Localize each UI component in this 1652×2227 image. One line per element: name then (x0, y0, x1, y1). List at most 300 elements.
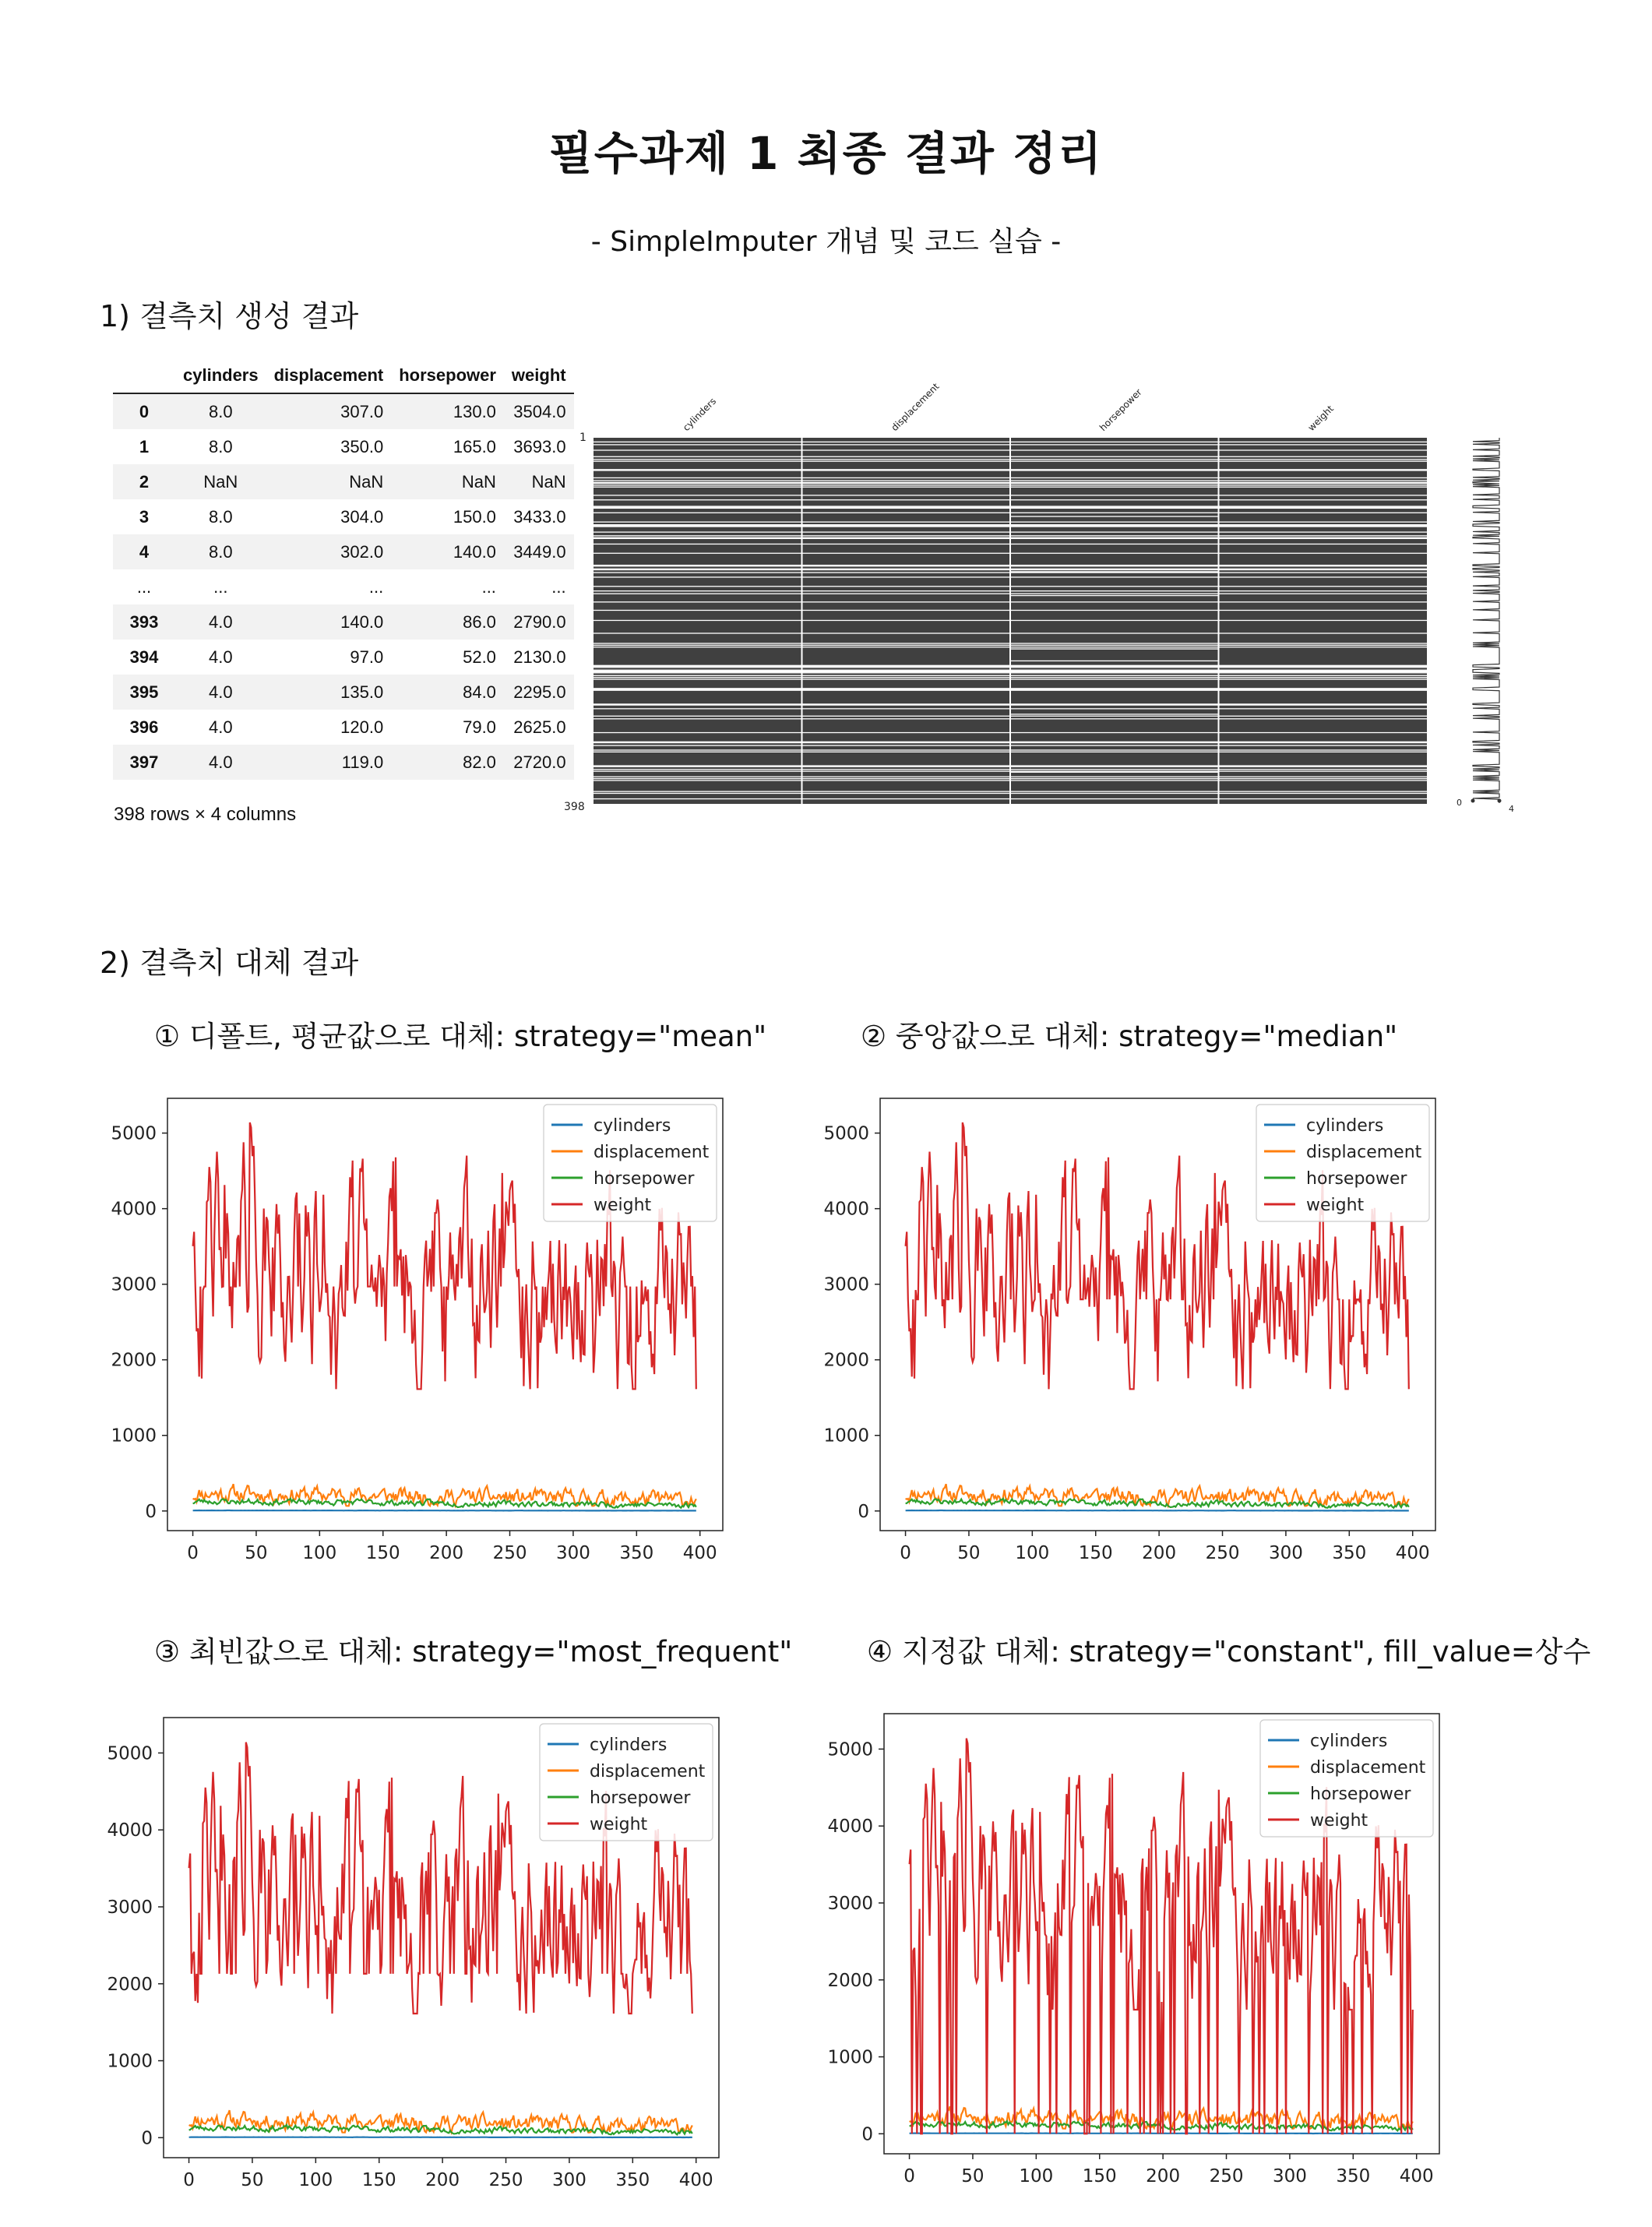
missing-row-mark (1219, 449, 1428, 450)
missing-row-mark (1010, 772, 1219, 773)
x-tick-label: 150 (365, 1543, 400, 1563)
table-cell: 2295.0 (513, 682, 566, 702)
legend-label-horsepower: horsepower (1310, 1785, 1411, 1804)
missing-row-mark (802, 480, 1011, 481)
missing-row-mark (1010, 576, 1219, 577)
missing-row-mark (802, 780, 1011, 781)
missing-row-mark (802, 531, 1011, 532)
missing-row-mark (802, 477, 1011, 478)
missing-row-mark (1219, 586, 1428, 587)
x-tick-label: 50 (961, 2166, 985, 2186)
missing-row-mark (1010, 601, 1219, 602)
missing-row-mark (802, 456, 1011, 457)
legend-label-horsepower: horsepower (590, 1788, 691, 1808)
table-row (113, 710, 574, 745)
x-tick-label: 250 (488, 2170, 523, 2190)
missing-row-mark (1219, 732, 1428, 733)
legend-label-horsepower: horsepower (1306, 1169, 1407, 1189)
missing-row-mark (802, 524, 1011, 525)
table-body (113, 393, 574, 780)
missing-row-mark (1219, 780, 1428, 781)
x-tick-label: 200 (429, 1543, 464, 1563)
table-row (113, 429, 574, 464)
missing-row-mark (1010, 716, 1219, 717)
missing-row-mark (1010, 677, 1219, 678)
missing-row-mark (802, 537, 1011, 538)
table-header (113, 358, 574, 393)
missing-row-mark (594, 538, 802, 539)
missing-row-mark (594, 459, 802, 460)
missing-row-mark (1010, 793, 1219, 794)
table-row-index: 0 (139, 401, 150, 421)
table-row-index: 397 (129, 752, 159, 772)
missing-row-mark (594, 483, 802, 484)
missing-row-mark (1010, 671, 1219, 672)
missing-row-mark (1010, 765, 1219, 766)
missing-row-mark (594, 672, 802, 673)
table-column-header: cylinders (175, 358, 266, 393)
table-row-index: 1 (139, 436, 150, 456)
y-tick-label: 5000 (823, 1123, 869, 1144)
missing-row-mark (1219, 677, 1428, 678)
missing-row-mark (594, 482, 802, 483)
y-tick-label: 0 (145, 1501, 157, 1522)
missing-row-mark (594, 732, 802, 733)
x-tick-label: 50 (241, 2170, 264, 2190)
y-tick-label: 5000 (827, 1739, 873, 1760)
missing-row-mark (594, 666, 802, 667)
table-cell: 120.0 (340, 717, 384, 737)
missing-row-mark (594, 769, 802, 770)
missing-row-mark (1219, 508, 1428, 509)
missing-row-mark (1010, 670, 1219, 671)
missing-row-mark (594, 456, 802, 457)
legend-label-cylinders: cylinders (1306, 1116, 1384, 1136)
missing-row-mark (1219, 708, 1428, 709)
x-tick-label: 250 (492, 1543, 527, 1563)
missing-row-mark (802, 688, 1011, 689)
missing-row-mark (594, 469, 802, 470)
missing-row-mark (802, 469, 1011, 470)
missing-row-mark (802, 487, 1011, 488)
y-tick-label: 5000 (111, 1123, 157, 1144)
line-chart-most-frequent (97, 1706, 791, 2220)
missing-row-mark (802, 569, 1011, 570)
y-tick-label: 1000 (823, 1425, 869, 1446)
x-tick-label: 0 (903, 2166, 915, 2186)
missing-row-mark (802, 610, 1011, 611)
missing-row-mark (802, 499, 1011, 500)
table-row-index: 394 (129, 647, 159, 667)
legend-label-horsepower: horsepower (594, 1169, 695, 1189)
missing-row-mark (1219, 793, 1428, 794)
missing-row-mark (802, 670, 1011, 671)
table-column-header: weight (504, 358, 574, 393)
table-cell: 79.0 (463, 717, 496, 737)
x-tick-label: 50 (245, 1543, 268, 1563)
missing-row-mark (802, 732, 1011, 733)
missing-row-mark (594, 526, 802, 527)
table-cell: 307.0 (340, 401, 384, 421)
missing-row-mark (1010, 780, 1219, 781)
missing-row-mark (1219, 499, 1428, 500)
missing-row-mark (802, 666, 1011, 667)
missing-row-mark (1010, 590, 1219, 591)
missing-row-mark (594, 535, 802, 536)
table-cell: ... (551, 576, 566, 597)
missing-row-mark (1219, 798, 1428, 799)
missing-row-mark (1010, 667, 1219, 668)
legend-label-weight: weight (594, 1196, 652, 1215)
table-row (113, 745, 574, 780)
legend-label-weight: weight (1310, 1811, 1368, 1831)
y-tick-label: 4000 (107, 1820, 153, 1841)
missing-row-mark (1010, 678, 1219, 679)
table-cell: 82.0 (463, 752, 496, 772)
x-tick-label: 400 (1395, 1543, 1430, 1563)
dataframe-table (113, 358, 574, 780)
missing-row-mark (594, 645, 802, 646)
missing-row-mark (802, 572, 1011, 573)
missing-row-mark (802, 601, 1011, 602)
table-cell: 140.0 (340, 611, 384, 632)
missing-row-mark (594, 665, 802, 666)
missing-row-mark (1219, 665, 1428, 666)
missing-row-mark (802, 704, 1011, 705)
missing-row-mark (594, 670, 802, 671)
missing-row-mark (594, 704, 802, 705)
missing-row-mark (594, 524, 802, 525)
plot-label-constant: ④ 지정값 대체: strategy="constant", fill_value=상수 (867, 1635, 1591, 1668)
table-cell: 2130.0 (513, 647, 566, 667)
missing-row-mark (802, 482, 1011, 483)
missing-row-mark (594, 718, 802, 719)
missing-row-mark (1010, 538, 1219, 539)
table-cell: 84.0 (463, 682, 496, 702)
missing-row-mark (594, 444, 802, 445)
table-row-index: 393 (129, 611, 159, 632)
missing-row-mark (1219, 590, 1428, 591)
missing-row-mark (802, 798, 1011, 799)
missing-row-mark (802, 708, 1011, 709)
y-tick-label: 3000 (107, 1897, 153, 1918)
table-column-header: displacement (266, 358, 392, 393)
table-row (113, 675, 574, 710)
table-cell: NaN (349, 471, 384, 492)
missing-row-mark (1010, 521, 1219, 522)
missing-row-mark (1010, 648, 1219, 649)
missing-row-mark (1219, 666, 1428, 667)
missing-row-mark (1010, 524, 1219, 525)
table-row (113, 640, 574, 675)
x-tick-label: 400 (682, 1543, 717, 1563)
legend-label-displacement: displacement (594, 1143, 710, 1162)
missing-row-mark (802, 449, 1011, 450)
missing-row-mark (1219, 524, 1428, 525)
missing-row-mark (1219, 461, 1428, 462)
missing-row-mark (1010, 718, 1219, 719)
missing-row-mark (802, 508, 1011, 509)
missing-row-mark (802, 765, 1011, 766)
missing-row-mark (594, 499, 802, 500)
sparkline-max-label: 4 (1509, 804, 1514, 814)
series-line-cylinders (189, 2137, 692, 2138)
table-cell: 4.0 (209, 611, 233, 632)
missing-row-mark (594, 537, 802, 538)
table-row (113, 499, 574, 534)
missing-row-mark (802, 703, 1011, 704)
missing-row-mark (802, 526, 1011, 527)
missing-row-mark (1219, 678, 1428, 679)
x-tick-label: 350 (1336, 2166, 1371, 2186)
missing-row-mark (594, 477, 802, 478)
sparkline-min-label: 0 (1457, 798, 1462, 808)
table-cell: 2720.0 (513, 752, 566, 772)
table-cell: NaN (531, 471, 566, 492)
y-tick-label: 2000 (823, 1350, 869, 1371)
missing-row-mark (1219, 671, 1428, 672)
missing-row-mark (1010, 456, 1219, 457)
missing-row-mark (594, 742, 802, 743)
missing-row-mark (1219, 765, 1428, 766)
missing-row-mark (594, 677, 802, 678)
page-title: 필수과제 1 최종 결과 정리 (548, 127, 1104, 180)
missing-row-mark (594, 601, 802, 602)
missing-row-mark (594, 703, 802, 704)
y-tick-label: 2000 (107, 1974, 153, 1995)
missing-row-mark (1219, 778, 1428, 779)
table-cell: 304.0 (340, 506, 384, 527)
line-chart-median (814, 1087, 1507, 1593)
missing-row-mark (1219, 444, 1428, 445)
missing-row-mark (1010, 742, 1219, 743)
missing-row-mark (594, 569, 802, 570)
sparkline-path (1473, 438, 1499, 803)
missing-row-mark (594, 778, 802, 779)
missing-row-mark (1010, 483, 1219, 484)
missing-row-mark (1010, 477, 1219, 478)
missing-row-mark (1219, 521, 1428, 522)
dataframe-shape: 398 rows × 4 columns (114, 804, 297, 825)
x-tick-label: 200 (425, 2170, 460, 2190)
missing-row-mark (802, 766, 1011, 767)
x-tick-label: 200 (1146, 2166, 1181, 2186)
section1-heading: 1) 결측치 생성 결과 (100, 299, 359, 333)
missing-row-mark (1010, 459, 1219, 460)
table-cell: 8.0 (209, 436, 233, 456)
missing-row-mark (802, 665, 1011, 666)
missing-row-mark (594, 671, 802, 672)
missing-row-mark (802, 565, 1011, 566)
missing-row-mark (1219, 703, 1428, 704)
x-tick-label: 250 (1209, 2166, 1244, 2186)
y-tick-label: 4000 (823, 1199, 869, 1220)
x-tick-label: 0 (187, 1543, 199, 1563)
legend-label-displacement: displacement (1306, 1143, 1422, 1162)
missing-row-mark (802, 675, 1011, 676)
legend-label-weight: weight (1306, 1196, 1365, 1215)
missing-row-mark (802, 521, 1011, 522)
missing-row-mark (802, 538, 1011, 539)
missing-row-mark (802, 690, 1011, 691)
table-cell: 119.0 (341, 752, 384, 772)
missing-row-mark (1219, 770, 1428, 771)
x-tick-label: 300 (551, 2170, 586, 2190)
missing-row-mark (1010, 449, 1219, 450)
missing-row-mark (802, 586, 1011, 587)
missing-row-mark (1219, 569, 1428, 570)
missing-row-mark (594, 675, 802, 676)
missing-row-mark (1219, 483, 1428, 484)
table-cell: 8.0 (209, 541, 233, 562)
missing-row-mark (1010, 704, 1219, 705)
missing-row-mark (802, 525, 1011, 526)
legend-label-cylinders: cylinders (1310, 1732, 1388, 1751)
missing-row-mark (1010, 571, 1219, 572)
table-cell: 130.0 (453, 401, 496, 421)
missing-row-mark (1219, 531, 1428, 532)
table-row (113, 393, 574, 429)
missing-row-mark (1010, 610, 1219, 611)
missing-row-mark (594, 780, 802, 781)
missing-row-mark (1219, 688, 1428, 689)
table-cell: ... (213, 576, 228, 597)
table-column-header: horsepower (391, 358, 504, 393)
legend-label-cylinders: cylinders (590, 1735, 667, 1755)
missing-row-mark (1219, 670, 1428, 671)
missing-row-mark (802, 672, 1011, 673)
sparkline-max-marker (1498, 799, 1502, 803)
missing-row-mark (802, 677, 1011, 678)
table-row (113, 534, 574, 569)
matrix-column-label: displacement (889, 381, 942, 434)
missing-row-mark (594, 678, 802, 679)
table-cell: 3504.0 (513, 401, 566, 421)
missing-row-mark (802, 770, 1011, 771)
missing-row-mark (802, 645, 1011, 646)
table-cell: 86.0 (463, 611, 496, 632)
missing-row-mark (1219, 459, 1428, 460)
table-row-index: 396 (129, 717, 159, 737)
x-tick-label: 100 (1019, 2166, 1054, 2186)
missing-row-mark (594, 590, 802, 591)
missing-row-mark (594, 565, 802, 566)
legend-label-displacement: displacement (590, 1762, 706, 1781)
y-tick-label: 2000 (111, 1350, 157, 1371)
missing-row-mark (1219, 704, 1428, 705)
missing-row-mark (1010, 665, 1219, 666)
missing-row-mark (594, 586, 802, 587)
table-row-index: 2 (139, 471, 150, 492)
missing-row-mark (1010, 537, 1219, 538)
matrix-row-start: 1 (579, 432, 586, 444)
x-tick-label: 150 (361, 2170, 396, 2190)
missing-row-mark (594, 576, 802, 577)
missing-row-mark (802, 793, 1011, 794)
x-tick-label: 150 (1078, 1543, 1113, 1563)
missing-row-mark (594, 766, 802, 767)
legend-label-weight: weight (590, 1815, 648, 1834)
y-tick-label: 1000 (827, 2047, 873, 2068)
missing-row-mark (802, 620, 1011, 621)
missing-row-mark (1219, 610, 1428, 611)
y-tick-label: 0 (861, 2124, 873, 2145)
y-tick-label: 1000 (107, 2051, 153, 2072)
missing-row-mark (1010, 770, 1219, 771)
missing-row-mark (1219, 537, 1428, 538)
missing-row-mark (802, 749, 1011, 750)
x-tick-label: 100 (1015, 1543, 1050, 1563)
y-tick-label: 3000 (111, 1274, 157, 1295)
missing-row-mark (802, 716, 1011, 717)
missing-row-mark (594, 708, 802, 709)
missing-row-mark (802, 671, 1011, 672)
missing-row-mark (1010, 482, 1219, 483)
missing-row-mark (594, 487, 802, 488)
missing-row-mark (802, 459, 1011, 460)
missing-row-mark (1010, 525, 1219, 526)
missing-row-mark (802, 535, 1011, 536)
missing-row-mark (1010, 688, 1219, 689)
table-index-header (113, 358, 175, 393)
line-chart-mean (101, 1087, 794, 1593)
missing-row-mark (594, 716, 802, 717)
table-cell: 4.0 (209, 647, 233, 667)
missing-row-mark (1219, 482, 1428, 483)
missing-row-mark (594, 461, 802, 462)
missing-row-mark (1010, 480, 1219, 481)
missing-row-mark (1010, 535, 1219, 536)
missing-row-mark (802, 769, 1011, 770)
missing-row-mark (594, 690, 802, 691)
missing-row-mark (594, 480, 802, 481)
missing-row-mark (1219, 672, 1428, 673)
legend-label-cylinders: cylinders (594, 1116, 671, 1136)
missing-row-mark (1219, 716, 1428, 717)
missing-row-mark (1010, 769, 1219, 770)
missing-row-mark (1010, 553, 1219, 554)
missing-row-mark (802, 444, 1011, 445)
missing-row-mark (1219, 526, 1428, 527)
missing-row-mark (594, 572, 802, 573)
matrix-row-end: 398 (564, 801, 585, 813)
x-tick-label: 300 (1268, 1543, 1303, 1563)
missing-row-mark (1010, 487, 1219, 488)
table-cell: 135.0 (340, 682, 384, 702)
table-cell: 3449.0 (513, 541, 566, 562)
table-cell: NaN (461, 471, 496, 492)
plot-label-mean: ① 디폴트, 평균값으로 대체: strategy="mean" (154, 1020, 767, 1053)
table-row-index: 395 (129, 682, 159, 702)
table-cell: 3433.0 (513, 506, 566, 527)
y-tick-label: 3000 (823, 1274, 869, 1295)
matrix-column-label: cylinders (680, 395, 719, 434)
x-tick-label: 350 (619, 1543, 654, 1563)
section2-heading: 2) 결측치 대체 결과 (100, 946, 359, 980)
table-cell: 4.0 (209, 752, 233, 772)
missing-row-mark (1010, 526, 1219, 527)
x-tick-label: 200 (1142, 1543, 1177, 1563)
matrix-column-label: horsepower (1097, 386, 1144, 434)
y-tick-label: 0 (858, 1501, 869, 1522)
missing-row-mark (1010, 766, 1219, 767)
missing-row-mark (1010, 586, 1219, 587)
y-tick-label: 5000 (107, 1743, 153, 1764)
x-tick-label: 350 (615, 2170, 650, 2190)
sparkline-min-marker (1471, 799, 1475, 803)
y-tick-label: 4000 (827, 1816, 873, 1838)
missing-row-mark (594, 770, 802, 771)
